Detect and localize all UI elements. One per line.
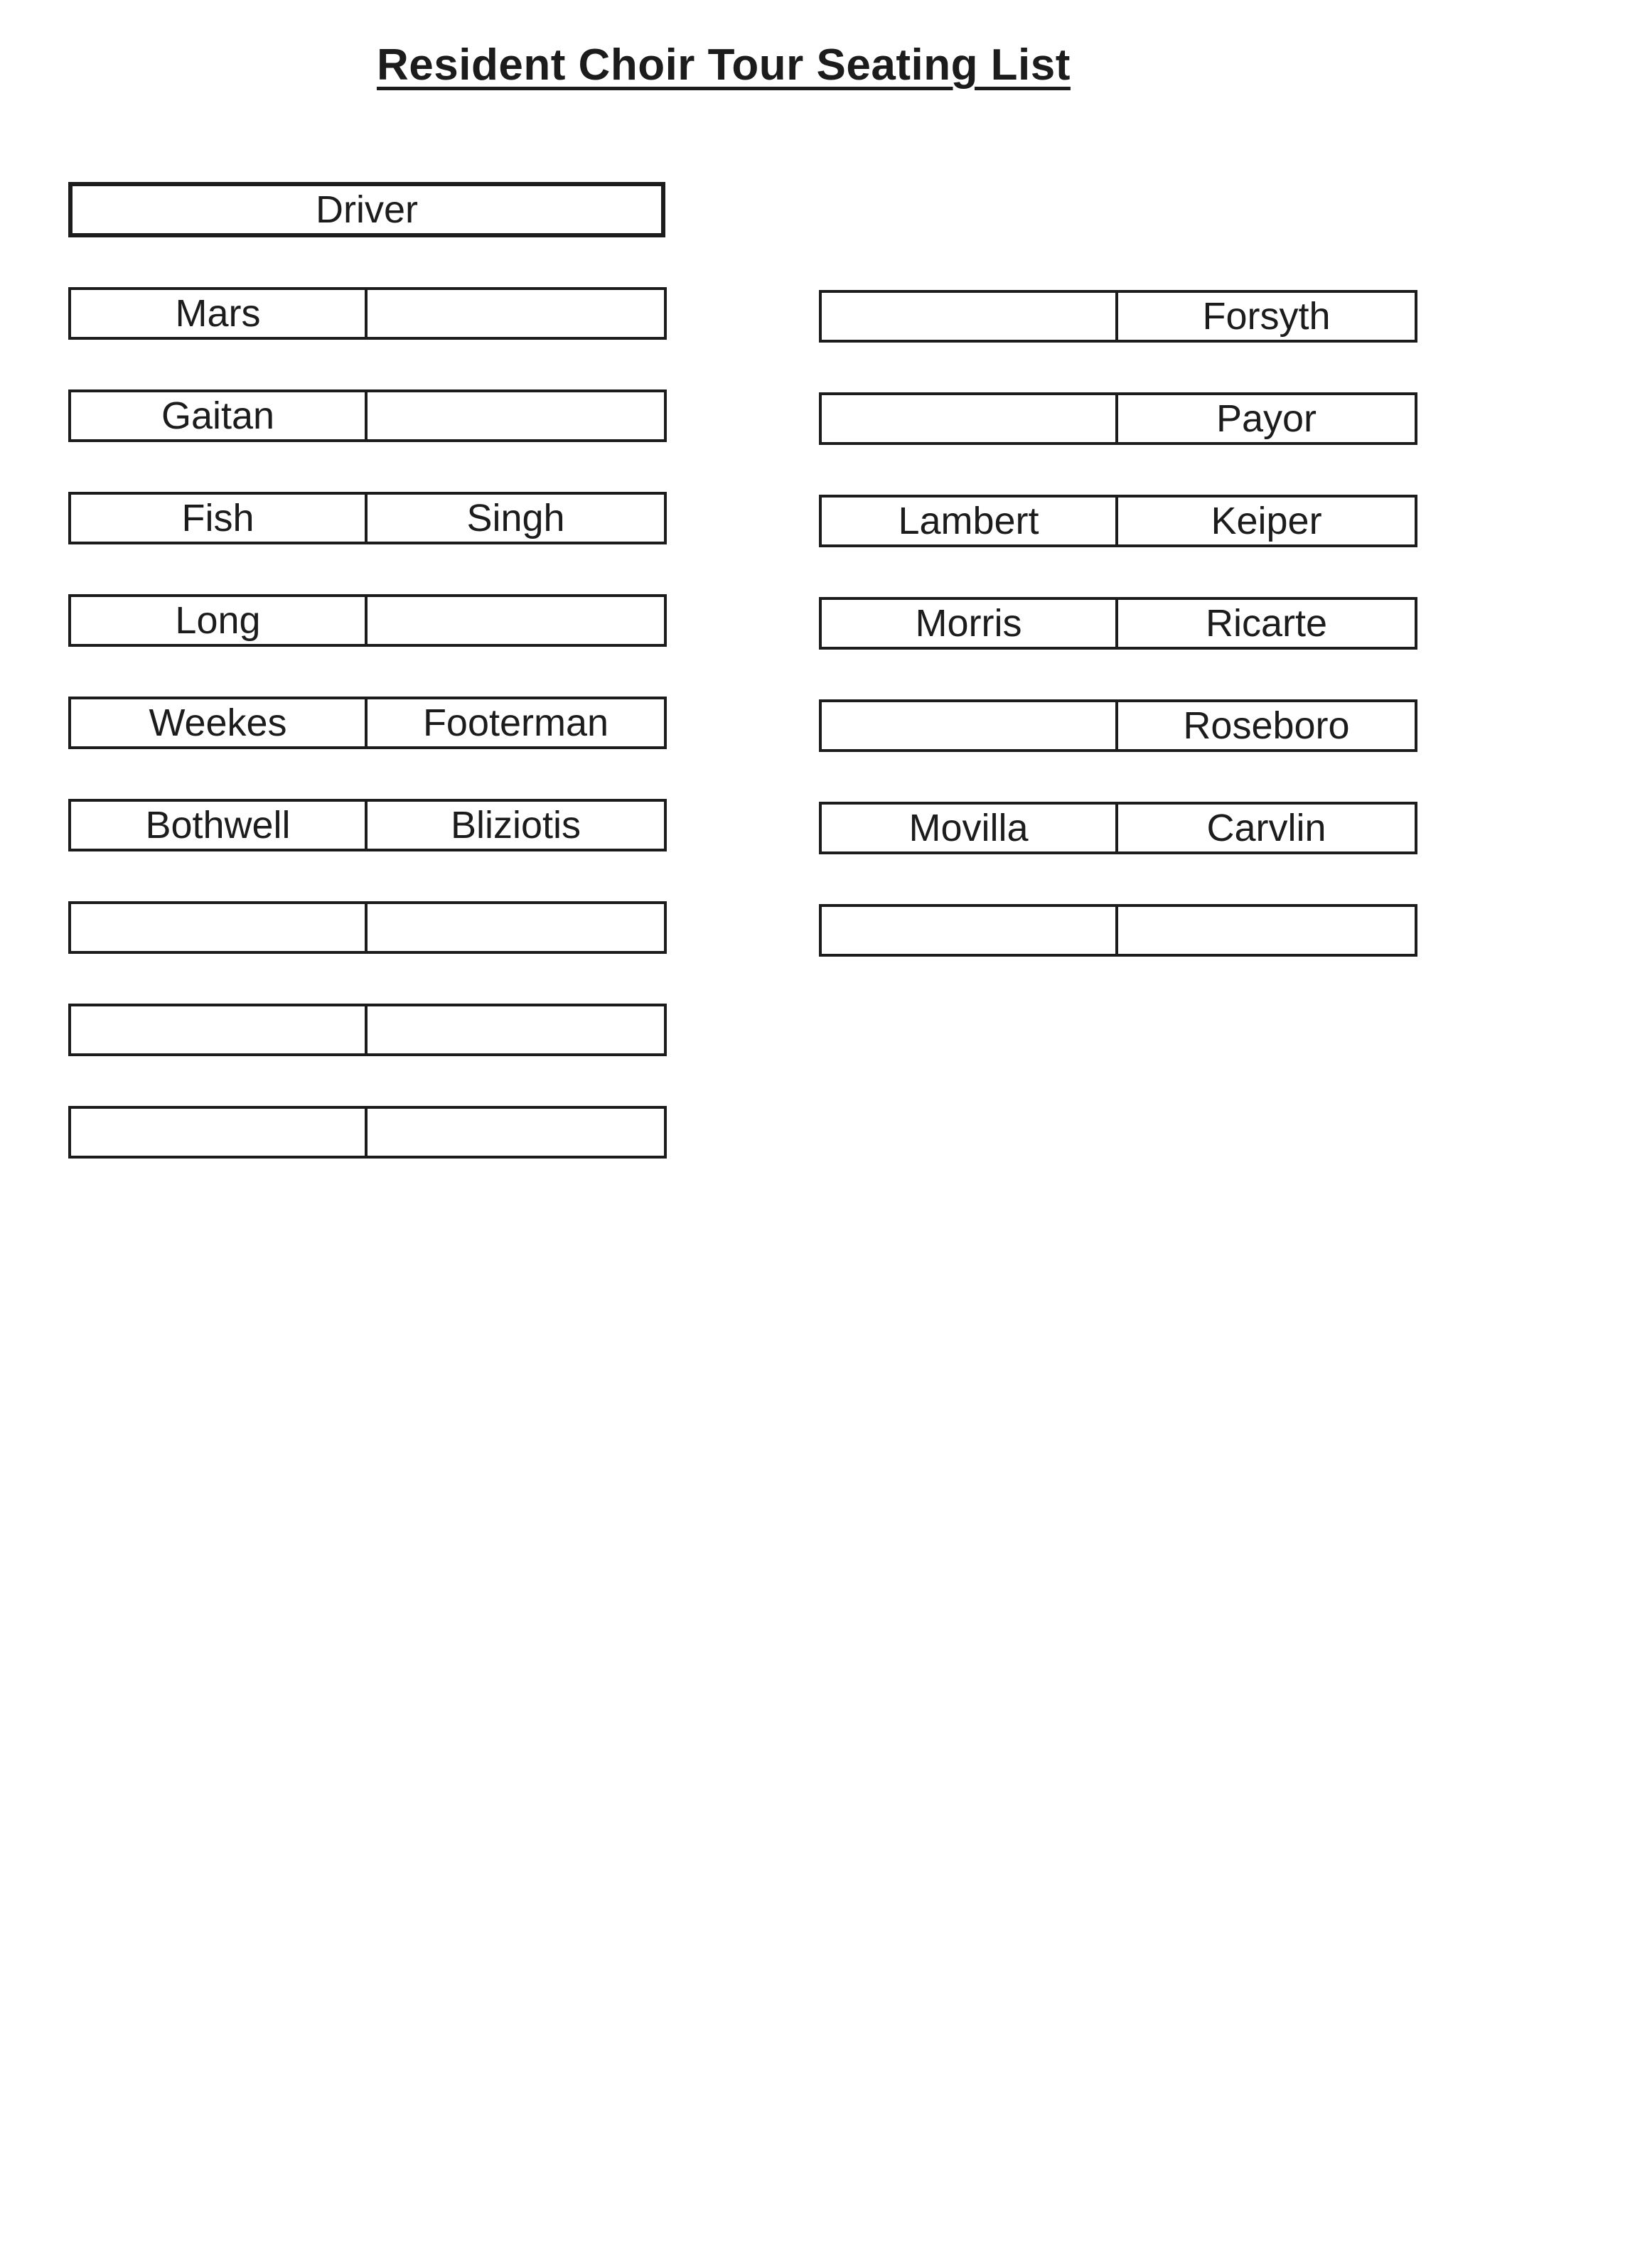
seat-right: Ricarte xyxy=(1205,602,1328,645)
seat-left: Long xyxy=(71,597,368,644)
seat-right: Roseboro xyxy=(1183,704,1350,747)
seat-right xyxy=(1118,907,1415,954)
seat-left xyxy=(822,702,1118,749)
seat-right xyxy=(368,904,664,951)
seat-row xyxy=(819,597,1417,650)
seat-row xyxy=(819,802,1417,854)
seat-left xyxy=(71,1006,368,1053)
seat-right xyxy=(368,392,664,439)
seat-right: Singh xyxy=(466,497,565,539)
seat-row xyxy=(68,389,667,442)
seat-right xyxy=(368,597,664,644)
seat-left: Fish xyxy=(71,495,368,542)
seat-right: Keiper xyxy=(1211,500,1322,542)
seat-left: Mars xyxy=(71,290,368,337)
seat-row xyxy=(68,492,667,544)
seat-row xyxy=(68,697,667,749)
seat-right: Carvlin xyxy=(1206,807,1326,849)
seat-left: Weekes xyxy=(71,699,368,746)
seat-left: Bothwell xyxy=(71,802,368,849)
seat-row xyxy=(68,287,667,340)
driver-seat: Driver xyxy=(68,182,665,237)
page-title: Resident Choir Tour Seating List xyxy=(377,41,1071,90)
seat-right xyxy=(368,290,664,337)
seat-right: Bliziotis xyxy=(450,804,581,847)
seat-left xyxy=(822,395,1118,442)
seat-row xyxy=(819,495,1417,547)
seat-row xyxy=(68,594,667,647)
seat-row xyxy=(819,699,1417,752)
seat-right xyxy=(368,1006,664,1053)
seat-row xyxy=(819,904,1417,957)
seat-right: Forsyth xyxy=(1202,295,1331,338)
seat-left xyxy=(71,904,368,951)
seat-row xyxy=(68,799,667,851)
seat-left xyxy=(71,1109,368,1156)
seat-left: Movilla xyxy=(822,805,1118,851)
seat-left xyxy=(822,293,1118,340)
seat-right: Footerman xyxy=(422,702,609,744)
seat-right xyxy=(368,1109,664,1156)
seat-left: Lambert xyxy=(822,498,1118,544)
seat-right: Payor xyxy=(1216,397,1317,440)
seat-left xyxy=(822,907,1118,954)
seat-left: Morris xyxy=(822,600,1118,647)
seat-left: Gaitan xyxy=(71,392,368,439)
seat-row xyxy=(68,1106,667,1159)
seat-row xyxy=(819,290,1417,343)
seat-row xyxy=(819,392,1417,445)
seat-row xyxy=(68,1004,667,1056)
seat-row xyxy=(68,901,667,954)
